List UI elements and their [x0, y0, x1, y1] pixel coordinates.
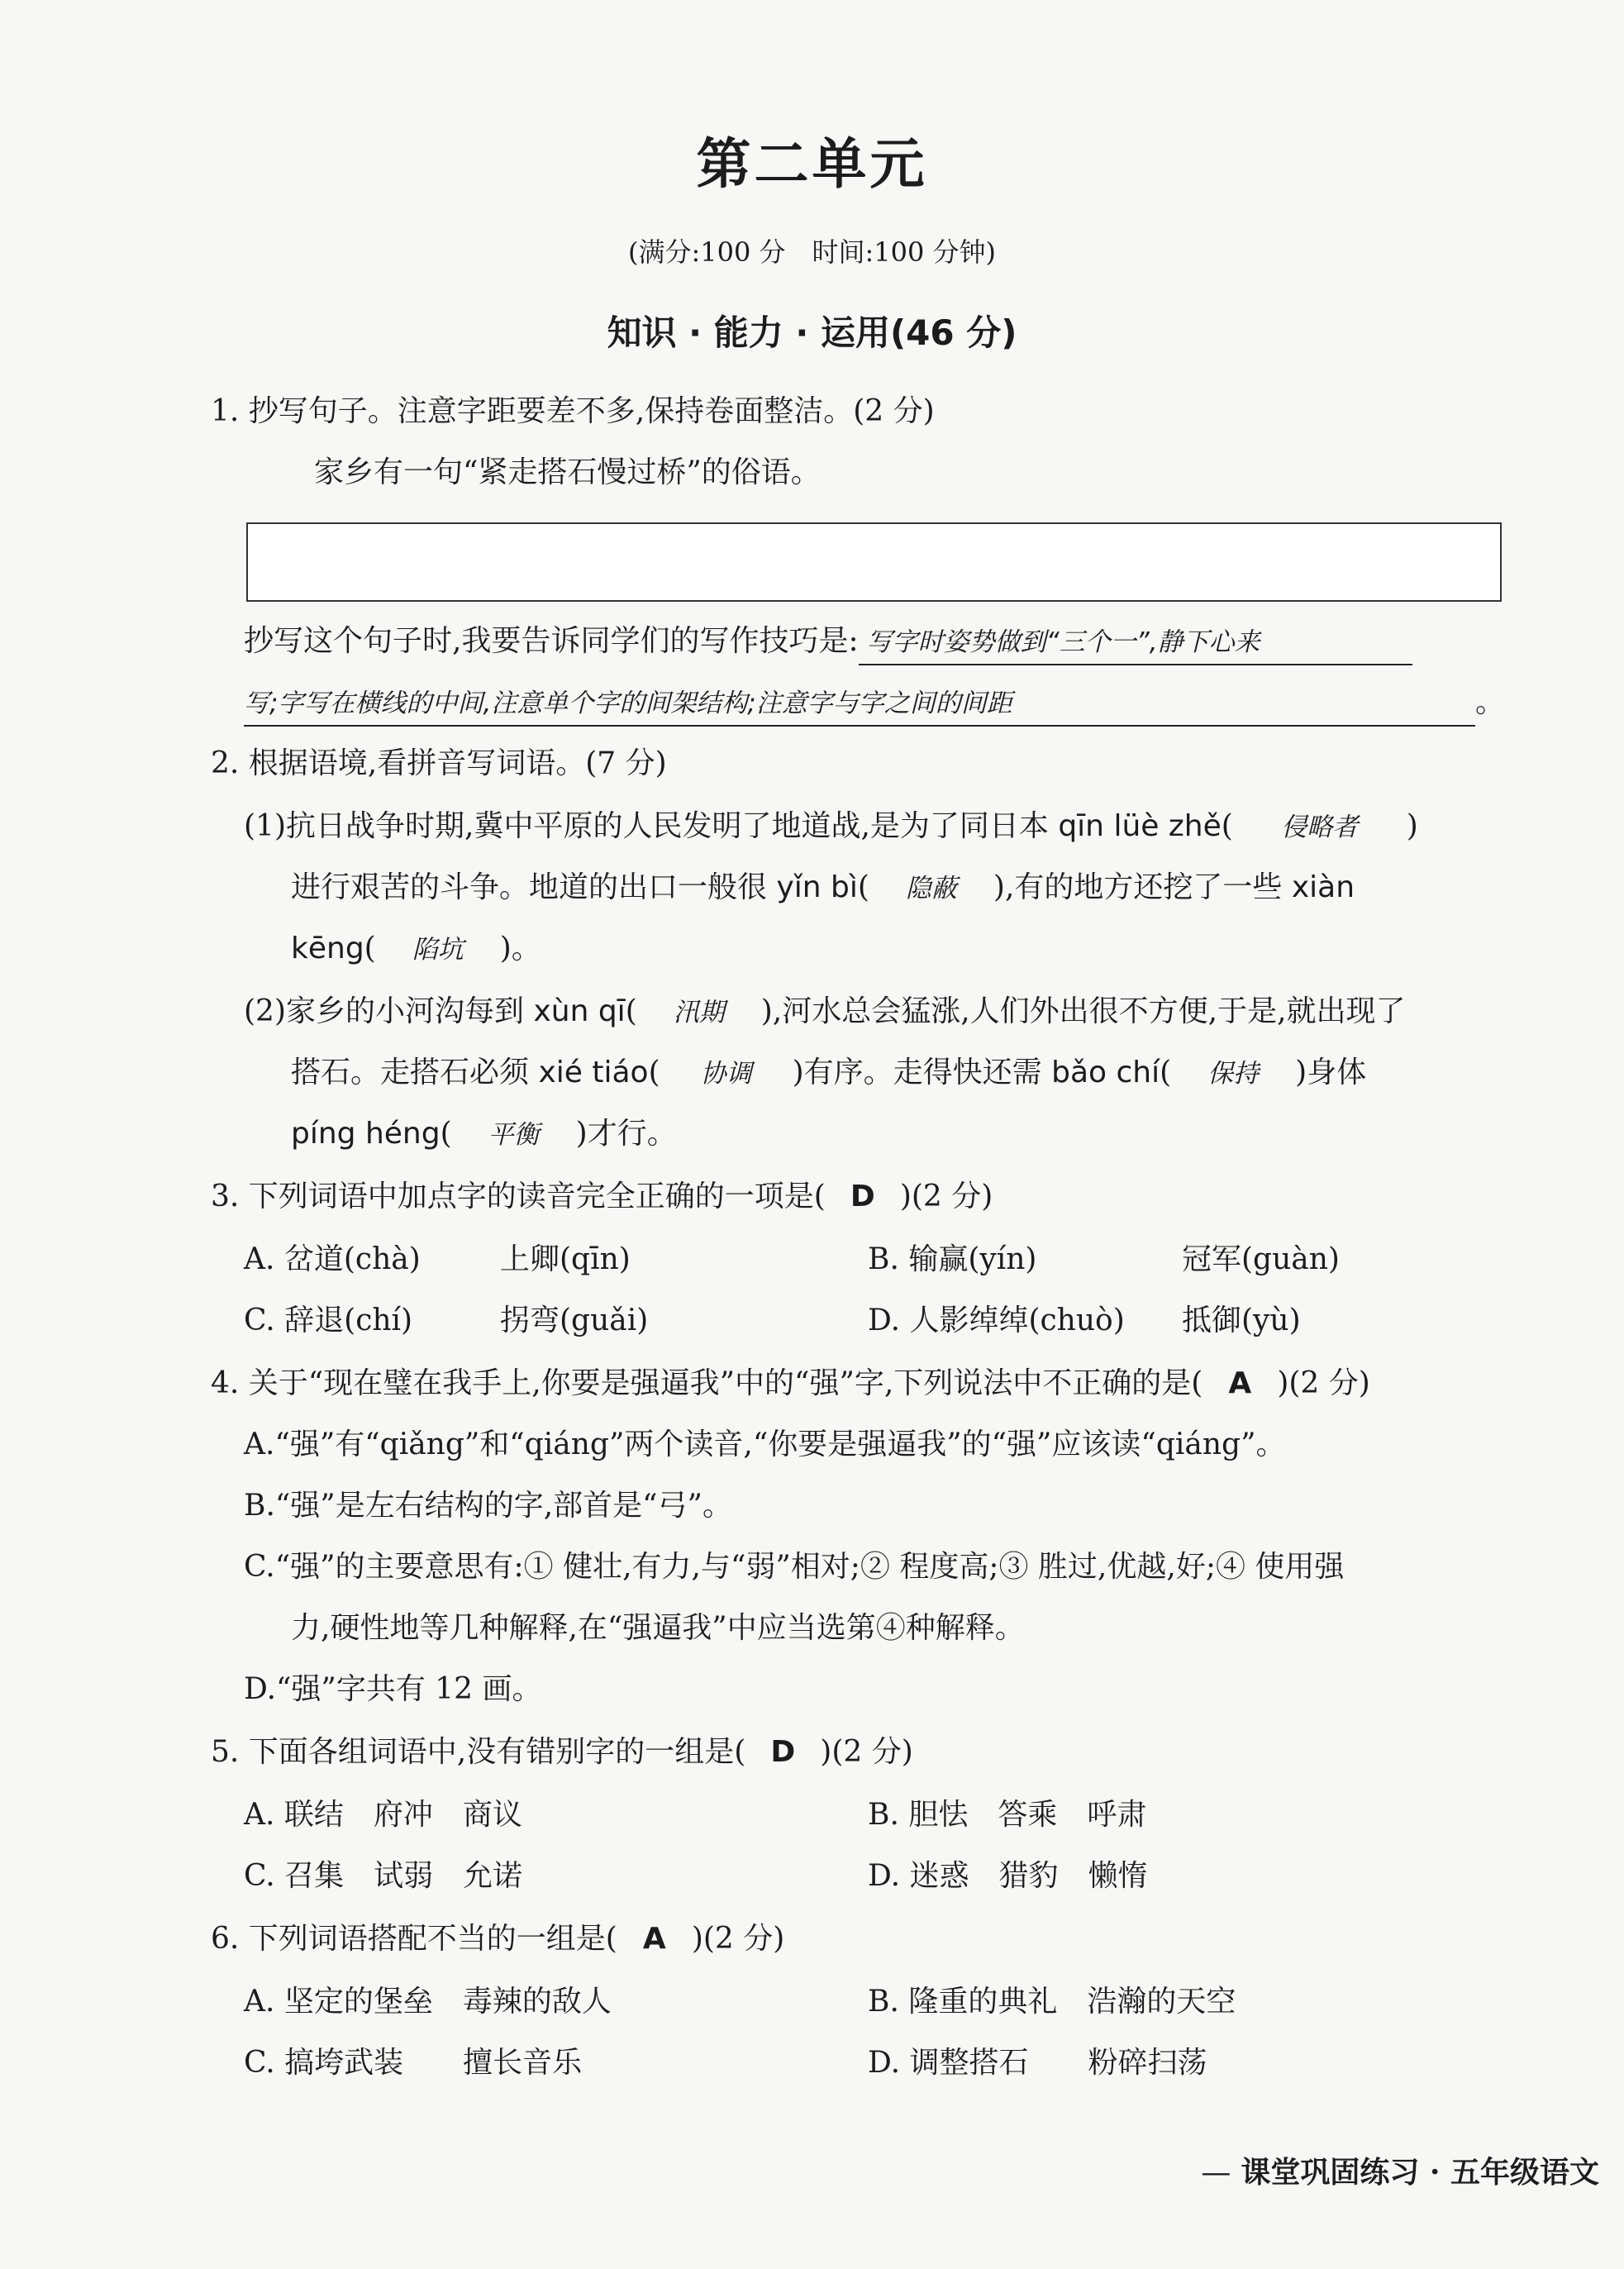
pinyin: píng héng [291, 1117, 441, 1151]
page-footer [1201, 2149, 1599, 2191]
q4-option-c-line1: C.“强”的主要意思有:① 健壮,有力,与“弱”相对;② 程度高;③ 胜过,优越,好;④ 使用强 [244, 1550, 1345, 1584]
answer-choice[interactable]: A [642, 1922, 666, 1956]
text: (1)抗日战争时期,冀中平原的人民发明了地道战,是为了同日本 [244, 809, 1059, 843]
q1-answer-line1[interactable]: 写字时姿势做到“三个一”,静下心来 [859, 622, 1412, 665]
fill-answer[interactable]: 平衡 [488, 1120, 540, 1150]
exam-meta: (满分:100 分 时间:100 分钟) [627, 236, 997, 268]
fill-answer[interactable]: 隐蔽 [905, 874, 957, 903]
pinyin: qīn lüè zhě [1058, 809, 1222, 843]
q2-p2-line2: 搭石。走搭石必须 xié tiáo( 协调 )有序。走得快还需 bǎo chí( 保持 )身体 [291, 1053, 1366, 1094]
q5-stem [211, 1733, 913, 1772]
text: ,河水总会猛涨,人们外出很不方便,于是,就出现了 [772, 994, 1406, 1028]
q1-stem: 1. 抄写句子。注意字距要差不多,保持卷面整洁。(2 分) [211, 394, 935, 428]
q3-stem [211, 1177, 993, 1217]
text: ,有的地方还挖了一些 [1004, 870, 1292, 904]
text: 6. 下列词语搭配不当的一组是( [211, 1922, 617, 1956]
q4-option-a: A.“强”有“qiǎng”和“qiáng”两个读音,“你要是强逼我”的“强”应该读“qiáng”。 [244, 1428, 1286, 1461]
text: 。 [511, 932, 541, 965]
q1-sentence: 家乡有一句“紧走搭石慢过桥”的俗语。 [314, 455, 821, 489]
q3-option-a2: 上卿(qīn) [500, 1242, 631, 1276]
fill-answer[interactable]: 陷坑 [412, 935, 464, 965]
answer-choice[interactable]: D [770, 1735, 796, 1769]
text: 4. 关于“现在璧在我手上,你要是强逼我”中的“强”字,下列说法中不正确的是( [211, 1366, 1203, 1400]
q5-option-d: D. 迷惑 猎豹 懒惰 [868, 1859, 1148, 1893]
q1-answer-line2[interactable]: 写;字写在横线的中间,注意单个字的间架结构;注意字与字之间的间距 [244, 684, 1475, 727]
q2-p2-line3: píng héng( 平衡 )才行。 [291, 1114, 677, 1155]
q4-option-b: B.“强”是左右结构的字,部首是“弓”。 [244, 1489, 732, 1523]
q3-option-d1: D. 人影绰绰(chuò) [868, 1304, 1125, 1337]
text: 3. 下列词语中加点字的读音完全正确的一项是( [211, 1180, 826, 1213]
pinyin: bǎo chí [1051, 1056, 1160, 1089]
q3-option-c2: 拐弯(guǎi) [500, 1304, 649, 1337]
q5-option-a: A. 联结 府冲 商议 [244, 1798, 522, 1832]
fill-answer[interactable]: 协调 [700, 1059, 752, 1089]
q6-option-a: A. 坚定的堡垒 毒辣的敌人 [244, 1985, 612, 2019]
q1-line1 [244, 622, 1412, 665]
q2-stem: 2. 根据语境,看拼音写词语。(7 分) [211, 746, 667, 780]
section-heading: 知识 · 能力 · 运用(46 分) [607, 312, 1017, 353]
pinyin: kēng [291, 932, 364, 965]
text: )(2 分) [899, 1180, 993, 1213]
text: (2)家乡的小河沟每到 [244, 994, 534, 1028]
q6-stem [211, 1919, 784, 1959]
fill-answer[interactable]: 保持 [1207, 1059, 1260, 1089]
pinyin: xùn qī [533, 994, 626, 1028]
pinyin: xiàn [1291, 870, 1355, 904]
fill-answer[interactable]: 侵略者 [1281, 813, 1359, 842]
q1-copy-box[interactable] [246, 522, 1502, 602]
q2-p1-line1: (1)抗日战争时期,冀中平原的人民发明了地道战,是为了同日本 qīn lüè zhě( 侵略者 ) [244, 807, 1418, 847]
text: 身体 [1307, 1056, 1367, 1089]
answer-choice[interactable]: A [1228, 1366, 1252, 1400]
page-title: 第二单元 [696, 131, 928, 196]
pinyin: yǐn bì [776, 870, 858, 904]
q5-option-b: B. 胆怯 答乘 呼肃 [868, 1798, 1147, 1832]
q3-option-b2: 冠军(guàn) [1182, 1242, 1340, 1276]
pinyin: xié tiáo [538, 1056, 649, 1089]
q3-option-c1: C. 辞退(chí) [244, 1304, 413, 1337]
text: )(2 分) [820, 1735, 913, 1769]
q3-option-b1: B. 输赢(yín) [868, 1242, 1037, 1276]
q6-option-c: C. 搞垮武装 擅长音乐 [244, 2046, 583, 2080]
q6-option-d: D. 调整搭石 粉碎扫荡 [868, 2046, 1207, 2080]
text: )(2 分) [691, 1922, 785, 1956]
text: 搭石。走搭石必须 [291, 1056, 539, 1089]
footer-text: 课堂巩固练习 · 五年级语文 [1241, 2155, 1599, 2190]
q4-option-d: D.“强”字共有 12 画。 [244, 1672, 542, 1706]
text: 有序。走得快还需 [803, 1056, 1052, 1089]
q1-line2-end: 。 [1475, 685, 1506, 719]
q1-line2 [244, 683, 1505, 727]
answer-choice[interactable]: D [850, 1180, 875, 1213]
footer-dash: — [1201, 2156, 1231, 2190]
text: )(2 分) [1277, 1366, 1370, 1400]
q4-option-c-line2: 力,硬性地等几种解释,在“强逼我”中应当选第④种解释。 [291, 1611, 1025, 1645]
q2-p2-line1: (2)家乡的小河沟每到 xùn qī( 汛期 ),河水总会猛涨,人们外出很不方便,于是,就出现了 [244, 992, 1406, 1032]
text: 5. 下面各组词语中,没有错别字的一组是( [211, 1735, 746, 1769]
q3-option-d2: 抵御(yù) [1182, 1304, 1301, 1337]
q4-stem [211, 1364, 1370, 1404]
text: 进行艰苦的斗争。地道的出口一般很 [291, 870, 777, 904]
q3-option-a1: A. 岔道(chà) [244, 1242, 421, 1276]
q6-option-b: B. 隆重的典礼 浩瀚的天空 [868, 1985, 1236, 2019]
fill-answer[interactable]: 汛期 [673, 998, 725, 1027]
text: 才行。 [587, 1117, 677, 1151]
q2-p1-line3: kēng( 陷坑 )。 [291, 929, 541, 970]
q5-option-c: C. 召集 试弱 允诺 [244, 1859, 523, 1893]
q1-line1-prefix: 抄写这个句子时,我要告诉同学们的写作技巧是: [244, 624, 859, 658]
q2-p1-line2: 进行艰苦的斗争。地道的出口一般很 yǐn bì( 隐蔽 ),有的地方还挖了一些 xiàn [291, 868, 1355, 908]
